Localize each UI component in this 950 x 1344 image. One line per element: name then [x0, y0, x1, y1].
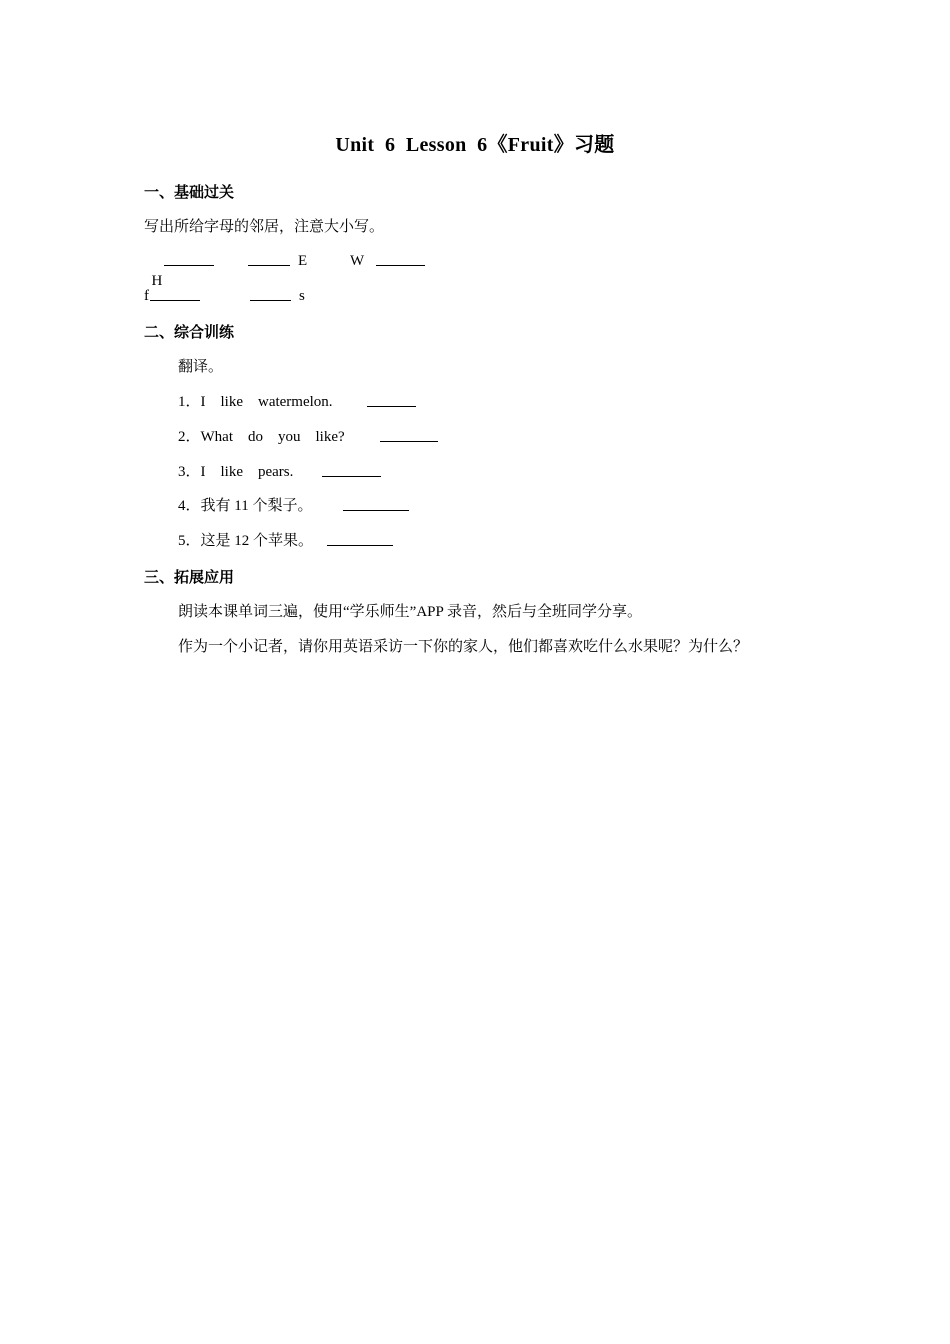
- letter-e: E: [298, 253, 308, 269]
- section-1-heading: 一、基础过关: [144, 183, 235, 201]
- page-title: Unit 6 Lesson 6《Fruit》习题: [335, 134, 615, 156]
- answer-blank[interactable]: [367, 392, 416, 407]
- translation-item-5: 5．这是 12 个苹果。: [178, 533, 314, 549]
- answer-blank[interactable]: [327, 531, 393, 546]
- answer-blank[interactable]: [343, 496, 409, 511]
- answer-blank[interactable]: [248, 251, 290, 266]
- translation-item-3: 3．I like pears.: [178, 464, 294, 480]
- answer-blank[interactable]: [164, 251, 214, 266]
- section-2-heading: 二、综合训练: [144, 323, 235, 341]
- answer-blank[interactable]: [376, 251, 425, 266]
- letter-h: H: [151, 273, 163, 289]
- section-3-heading: 三、拓展应用: [144, 568, 235, 586]
- answer-blank[interactable]: [150, 286, 200, 301]
- section-1-instruction: 写出所给字母的邻居，注意大小写。: [144, 219, 385, 235]
- section-2-instruction: 翻译。: [178, 359, 224, 375]
- answer-blank[interactable]: [380, 427, 438, 442]
- section-3-paragraph-2: 作为一个小记者，请你用英语采访一下你的家人，他们都喜欢吃什么水果呢？为什么？: [178, 639, 749, 655]
- letter-s: s: [299, 288, 305, 304]
- answer-blank[interactable]: [322, 462, 381, 477]
- translation-item-1: 1．I like watermelon.: [178, 394, 333, 410]
- section-3-paragraph-1: 朗读本课单词三遍，使用“学乐师生”APP 录音，然后与全班同学分享。: [178, 604, 643, 620]
- letter-f: f: [144, 288, 149, 304]
- translation-item-2: 2．What do you like?: [178, 429, 345, 445]
- translation-item-4: 4．我有 11 个梨子。: [178, 498, 313, 514]
- answer-blank[interactable]: [250, 286, 291, 301]
- letter-row-1: [144, 251, 162, 291]
- letter-w: W: [350, 253, 365, 269]
